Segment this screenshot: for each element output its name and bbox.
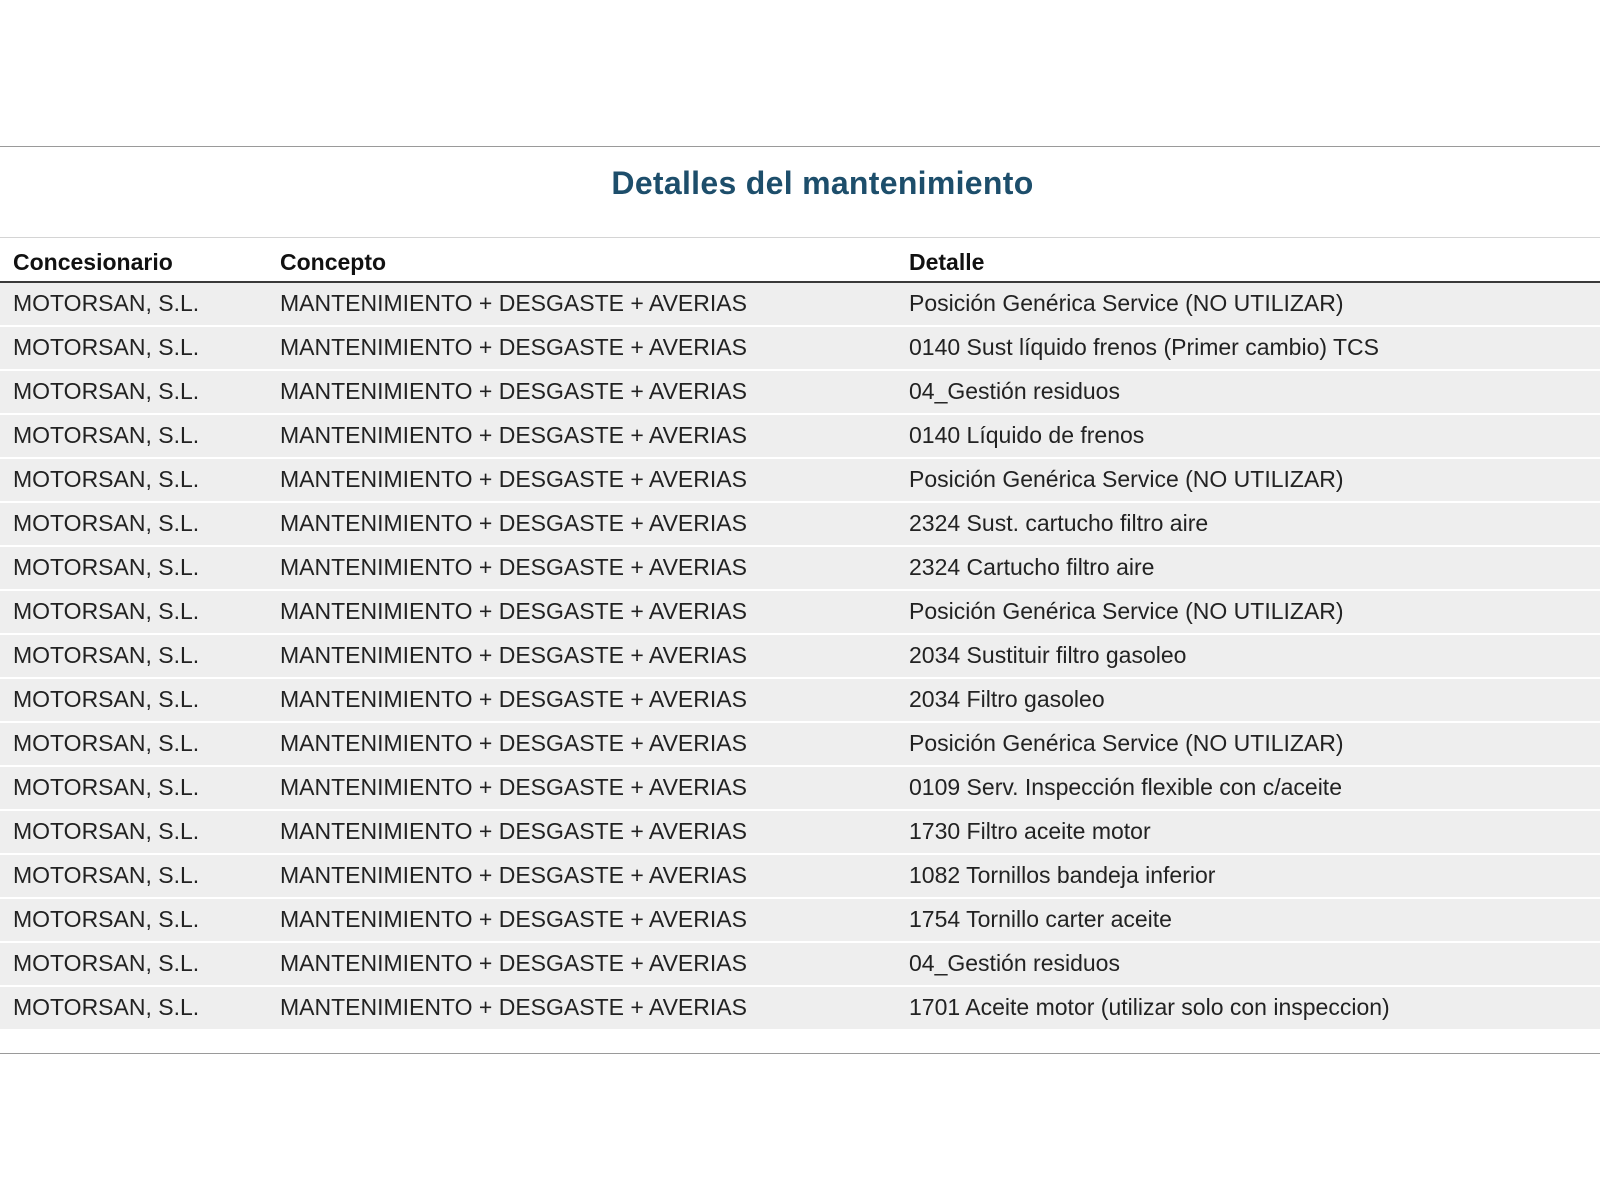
header-row [0, 238, 1600, 282]
cell-concepto: MANTENIMIENTO + DESGASTE + AVERIAS [280, 950, 747, 976]
cell-concesionario: MOTORSAN, S.L. [13, 862, 200, 888]
cell-detalle: 0109 Serv. Inspección flexible con c/aceite [909, 774, 1342, 800]
cell-detalle: 1730 Filtro aceite motor [909, 818, 1151, 844]
cell-concepto: MANTENIMIENTO + DESGASTE + AVERIAS [280, 598, 747, 624]
cell-concepto: MANTENIMIENTO + DESGASTE + AVERIAS [280, 378, 747, 404]
cell-detalle: 2034 Filtro gasoleo [909, 686, 1105, 712]
cell-concesionario: MOTORSAN, S.L. [13, 642, 200, 668]
table-row [0, 942, 1600, 986]
table-row [0, 898, 1600, 942]
cell-concepto: MANTENIMIENTO + DESGASTE + AVERIAS [280, 994, 747, 1020]
cell-detalle: 04_Gestión residuos [909, 950, 1120, 976]
table-body [0, 282, 1600, 1030]
cell-concepto: MANTENIMIENTO + DESGASTE + AVERIAS [280, 466, 747, 492]
cell-concesionario: MOTORSAN, S.L. [13, 554, 200, 580]
cell-concepto: MANTENIMIENTO + DESGASTE + AVERIAS [280, 862, 747, 888]
table-header [0, 238, 1600, 282]
table-row [0, 326, 1600, 370]
cell-concesionario: MOTORSAN, S.L. [13, 686, 200, 712]
table-row [0, 854, 1600, 898]
cell-detalle: 0140 Sust líquido frenos (Primer cambio) TCS [909, 334, 1379, 360]
column-header-concesionario: Concesionario [0, 238, 267, 282]
table-row [0, 370, 1600, 414]
column-header-detalle: Detalle [896, 238, 1600, 282]
cell-concesionario: MOTORSAN, S.L. [13, 422, 200, 448]
cell-concepto: MANTENIMIENTO + DESGASTE + AVERIAS [280, 554, 747, 580]
cell-concepto: MANTENIMIENTO + DESGASTE + AVERIAS [280, 818, 747, 844]
cell-detalle: Posición Genérica Service (NO UTILIZAR) [909, 730, 1344, 756]
cell-concesionario: MOTORSAN, S.L. [13, 598, 200, 624]
table-row [0, 458, 1600, 502]
cell-concepto: MANTENIMIENTO + DESGASTE + AVERIAS [280, 686, 747, 712]
cell-concepto: MANTENIMIENTO + DESGASTE + AVERIAS [280, 642, 747, 668]
cell-detalle: 1701 Aceite motor (utilizar solo con inspeccion) [909, 994, 1390, 1020]
table-row [0, 986, 1600, 1030]
table-row [0, 766, 1600, 810]
cell-detalle: 04_Gestión residuos [909, 378, 1120, 404]
cell-concesionario: MOTORSAN, S.L. [13, 334, 200, 360]
table-row [0, 502, 1600, 546]
maintenance-panel [0, 146, 1600, 1054]
table-row [0, 678, 1600, 722]
cell-concesionario: MOTORSAN, S.L. [13, 774, 200, 800]
cell-detalle: Posición Genérica Service (NO UTILIZAR) [909, 466, 1344, 492]
cell-concesionario: MOTORSAN, S.L. [13, 818, 200, 844]
cell-detalle: Posición Genérica Service (NO UTILIZAR) [909, 290, 1344, 316]
cell-concepto: MANTENIMIENTO + DESGASTE + AVERIAS [280, 290, 747, 316]
table-row [0, 546, 1600, 590]
page-title: Detalles del mantenimiento [611, 165, 1034, 201]
cell-concepto: MANTENIMIENTO + DESGASTE + AVERIAS [280, 510, 747, 536]
cell-detalle: 1754 Tornillo carter aceite [909, 906, 1172, 932]
table-row [0, 634, 1600, 678]
cell-concesionario: MOTORSAN, S.L. [13, 290, 200, 316]
cell-detalle: 2034 Sustituir filtro gasoleo [909, 642, 1187, 668]
cell-concesionario: MOTORSAN, S.L. [13, 730, 200, 756]
table-row [0, 722, 1600, 766]
maintenance-table [0, 237, 1600, 1031]
column-header-concepto: Concepto [267, 238, 896, 282]
cell-concepto: MANTENIMIENTO + DESGASTE + AVERIAS [280, 906, 747, 932]
table-row [0, 590, 1600, 634]
cell-detalle: 1082 Tornillos bandeja inferior [909, 862, 1216, 888]
cell-detalle: Posición Genérica Service (NO UTILIZAR) [909, 598, 1344, 624]
cell-concesionario: MOTORSAN, S.L. [13, 510, 200, 536]
table-row [0, 282, 1600, 326]
cell-concesionario: MOTORSAN, S.L. [13, 466, 200, 492]
table-row [0, 414, 1600, 458]
table-row [0, 810, 1600, 854]
cell-concesionario: MOTORSAN, S.L. [13, 906, 200, 932]
cell-concepto: MANTENIMIENTO + DESGASTE + AVERIAS [280, 334, 747, 360]
cell-detalle: 2324 Sust. cartucho filtro aire [909, 510, 1209, 536]
cell-concesionario: MOTORSAN, S.L. [13, 378, 200, 404]
cell-concesionario: MOTORSAN, S.L. [13, 994, 200, 1020]
cell-detalle: 0140 Líquido de frenos [909, 422, 1145, 448]
cell-concepto: MANTENIMIENTO + DESGASTE + AVERIAS [280, 422, 747, 448]
cell-detalle: 2324 Cartucho filtro aire [909, 554, 1155, 580]
cell-concepto: MANTENIMIENTO + DESGASTE + AVERIAS [280, 730, 747, 756]
cell-concesionario: MOTORSAN, S.L. [13, 950, 200, 976]
cell-concepto: MANTENIMIENTO + DESGASTE + AVERIAS [280, 774, 747, 800]
